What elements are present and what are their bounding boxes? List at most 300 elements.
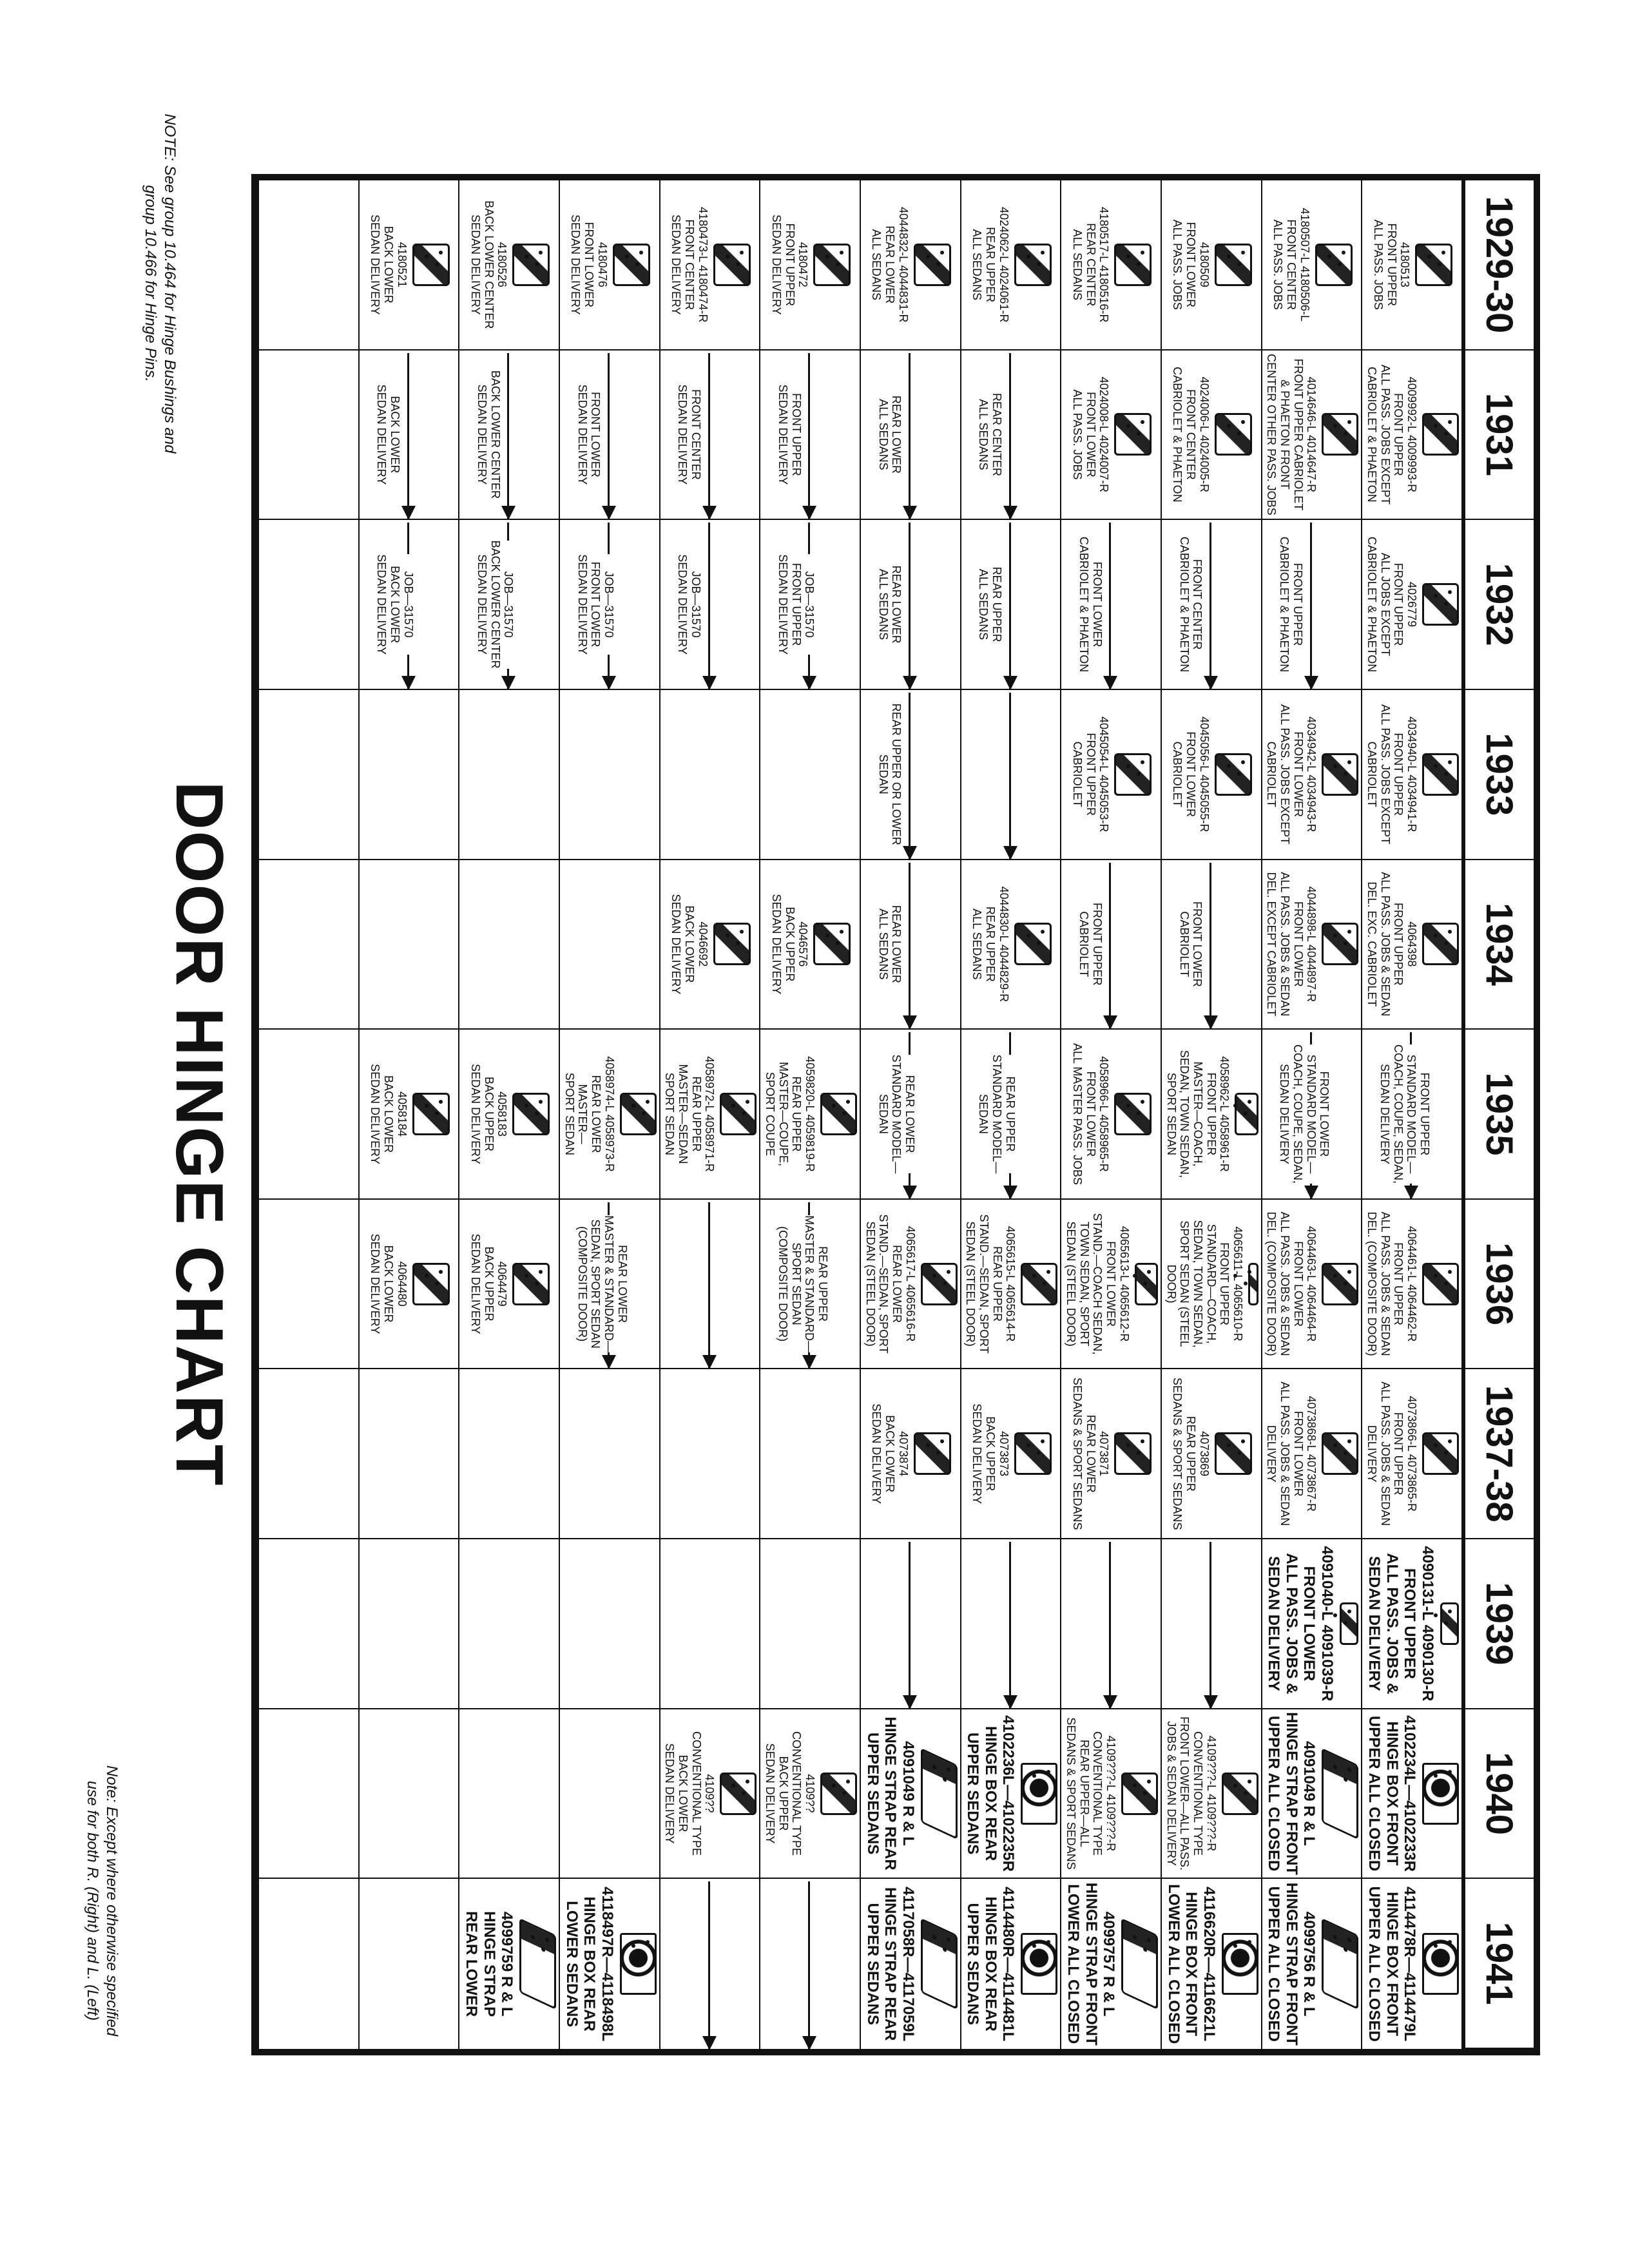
chart-cell bbox=[458, 351, 559, 521]
chart-cell bbox=[1060, 1879, 1161, 2049]
part-label: 4014646-L 4014647-R FRONT UPPER CABRIOLET & PHAETON FRONT CENTER OTHER PASS. JOBS bbox=[1265, 354, 1318, 515]
chart-cell bbox=[1261, 520, 1362, 690]
part-label: 4180517-L 4180516-R REAR CENTER ALL SEDANS bbox=[1070, 207, 1111, 323]
part-label: REAR LOWER ALL SEDANS bbox=[876, 565, 903, 644]
part-label: 4116620R—4116621L HINGE BOX FRONT LOWER ALL CLOSED bbox=[1164, 1884, 1218, 2044]
year-header: 1939 bbox=[1461, 1539, 1534, 1709]
chart-cell bbox=[258, 860, 358, 1030]
chart-cell bbox=[258, 1200, 358, 1370]
part-label: 4091049 R & L HINGE STRAP FRONT UPPER ALL CLOSED bbox=[1265, 1712, 1318, 1875]
chart-cell bbox=[960, 1709, 1061, 1879]
part-label: 4044832-L 4044831-R REAR LOWER ALL SEDANS bbox=[870, 207, 910, 323]
part-label: 4058962-L 4058961-R FRONT UPPER MASTER—COACH, SEDAN, TOWN SEDAN, SPORT SEDAN bbox=[1164, 1050, 1231, 1178]
part-label: REAR UPPER ALL SEDANS bbox=[977, 566, 1004, 642]
chart-cell bbox=[860, 1030, 960, 1200]
part-label: BACK LOWER CENTER SEDAN DELIVERY bbox=[476, 370, 502, 499]
chart-cell bbox=[759, 180, 860, 351]
hinge-picture bbox=[1014, 923, 1052, 965]
hinge-picture bbox=[412, 244, 450, 286]
part-label: 4180521 BACK LOWER SEDAN DELIVERY bbox=[369, 214, 409, 315]
part-label: 4180472 FRONT UPPER SEDAN DELIVERY bbox=[769, 214, 810, 315]
part-label: FRONT UPPER CABRIOLET bbox=[1077, 903, 1104, 986]
part-label: 4109?? CONVENTIONAL TYPE BACK LOWER SEDAN DELIVERY bbox=[663, 1731, 717, 1856]
part-label: 4180513 FRONT UPPER ALL PASS. JOBS bbox=[1371, 219, 1412, 310]
chart-cell bbox=[358, 1200, 459, 1370]
chart-cell bbox=[458, 1200, 559, 1370]
hinge-box-picture bbox=[1021, 1763, 1057, 1825]
continued-arrow-icon bbox=[708, 1881, 710, 2049]
part-label: 4180476 FRONT LOWER SEDAN DELIVERY bbox=[569, 214, 609, 315]
chart-cell bbox=[358, 1539, 459, 1709]
chart-cell bbox=[1361, 1200, 1461, 1370]
hinge-picture bbox=[1014, 1432, 1052, 1475]
part-label: 4073874 BACK LOWER SEDAN DELIVERY bbox=[870, 1403, 910, 1504]
chart-cell bbox=[659, 1369, 760, 1539]
page-title: DOOR HINGE CHART bbox=[162, 781, 236, 1487]
continued-arrow-icon bbox=[407, 353, 409, 521]
continued-arrow-icon bbox=[708, 353, 710, 521]
part-label: BACK LOWER SEDAN DELIVERY bbox=[375, 384, 402, 485]
part-label: 4024006-L 4024005-R FRONT CENTER CABRIOLET & PHAETON bbox=[1171, 367, 1211, 503]
chart-cell bbox=[1261, 1369, 1362, 1539]
hinge-picture bbox=[914, 1432, 951, 1475]
chart-cell bbox=[559, 351, 659, 521]
hinge-picture bbox=[1222, 1773, 1258, 1815]
hinge-picture bbox=[1422, 923, 1459, 965]
chart-cell bbox=[1161, 1030, 1261, 1200]
part-label: JOB—31570 BACK LOWER CENTER SEDAN DELIVERY bbox=[476, 540, 516, 669]
part-label: 4064463-L 4064464-R FRONT LOWER ALL PASS. JOBS & SEDAN DEL. (COMPOSITE DOOR) bbox=[1265, 1211, 1318, 1356]
part-label: 4065613-L 4065612-R FRONT LOWER STAND.—COACH SEDAN, TOWN SEDAN, SPORT SEDAN (STEEL DOOR) bbox=[1065, 1213, 1131, 1355]
chart-cell bbox=[659, 351, 760, 521]
chart-cell bbox=[458, 1539, 559, 1709]
continued-arrow-icon bbox=[1009, 693, 1011, 860]
hinge-picture bbox=[1440, 1602, 1459, 1645]
note-hinge-bushings: NOTE: See group 10.464 for Hinge Bushings and group 10.466 for Hinge Pins. bbox=[142, 113, 178, 454]
chart-cell bbox=[358, 180, 459, 351]
hinge-box-picture bbox=[1222, 1933, 1258, 1995]
hinge-picture bbox=[412, 1263, 450, 1305]
chart-cell bbox=[559, 860, 659, 1030]
hinge-picture bbox=[720, 1093, 757, 1135]
year-header: 1929-30 bbox=[1461, 180, 1534, 351]
part-label: 4064479 BACK UPPER SEDAN DELIVERY bbox=[468, 1233, 509, 1334]
hinge-picture bbox=[1422, 753, 1459, 796]
hinge-picture bbox=[813, 244, 851, 286]
chart-cell bbox=[1261, 1030, 1362, 1200]
part-label: 4065615-L 4065614-R REAR UPPER STAND.—SEDAN, SPORT SEDAN (STEEL DOOR) bbox=[964, 1214, 1017, 1354]
chart-cell bbox=[860, 1879, 960, 2049]
part-label: 4059820-L 4059819-R REAR UPPER MASTER—COUPE, SPORT COUPE bbox=[764, 1056, 817, 1172]
chart-cell bbox=[960, 520, 1061, 690]
chart-cell bbox=[860, 520, 960, 690]
hinge-picture bbox=[1322, 1263, 1358, 1305]
chart-cell bbox=[1060, 1030, 1161, 1200]
continued-arrow-icon bbox=[608, 353, 610, 521]
part-label: FRONT LOWER CABRIOLET & PHAETON bbox=[1077, 536, 1104, 673]
year-header: 1936 bbox=[1461, 1200, 1534, 1370]
hinge-picture bbox=[613, 244, 650, 286]
chart-cell bbox=[1060, 1539, 1161, 1709]
continued-arrow-icon bbox=[1109, 523, 1111, 690]
hinge-strap-picture bbox=[1322, 1747, 1358, 1840]
chart-cell bbox=[358, 690, 459, 860]
chart-cell bbox=[258, 351, 358, 521]
chart-cell bbox=[1060, 1200, 1161, 1370]
chart-cell bbox=[1060, 690, 1161, 860]
hinge-picture bbox=[1114, 1432, 1152, 1475]
chart-cell bbox=[258, 1539, 358, 1709]
part-label: 4024008-L 4024007-R FRONT LOWER ALL PASS. JOBS bbox=[1070, 376, 1111, 493]
chart-cell bbox=[1161, 1539, 1261, 1709]
chart-cell bbox=[1060, 520, 1161, 690]
part-label: FRONT UPPER STANDARD MODEL— COACH, COUPE, SEDAN, SEDAN DELIVERY bbox=[1378, 1044, 1432, 1184]
hinge-picture bbox=[1135, 1263, 1158, 1305]
chart-cell bbox=[358, 1879, 459, 2049]
chart-cell bbox=[1261, 180, 1362, 351]
continued-arrow-icon bbox=[909, 1542, 911, 1709]
part-label: FRONT LOWER CABRIOLET bbox=[1177, 901, 1204, 987]
chart-cell bbox=[759, 860, 860, 1030]
chart-cell bbox=[358, 520, 459, 690]
hinge-picture bbox=[713, 923, 751, 965]
note-right-left: Note: Except where otherwise specified use for both R. (Right) and L. (Left) bbox=[84, 1765, 120, 2037]
hinge-box-picture bbox=[1422, 1763, 1459, 1825]
chart-cell bbox=[1361, 1539, 1461, 1709]
part-label: 4058972-L 4058971-R REAR UPPER MASTER—SEDAN SPORT SEDAN bbox=[663, 1056, 717, 1172]
chart-cell bbox=[659, 1879, 760, 2049]
continued-arrow-icon bbox=[808, 1881, 810, 2049]
continued-arrow-icon bbox=[909, 863, 911, 1030]
hinge-picture bbox=[512, 1263, 550, 1305]
chart-cell bbox=[960, 1200, 1061, 1370]
part-label: 4073873 BACK UPPER SEDAN DELIVERY bbox=[970, 1403, 1010, 1504]
part-label: 4114480R—4114481L HINGE BOX REAR UPPER SEDANS bbox=[964, 1887, 1017, 2042]
chart-cell bbox=[860, 1200, 960, 1370]
chart-cell bbox=[358, 1030, 459, 1200]
chart-cell bbox=[458, 1369, 559, 1539]
year-header: 1940 bbox=[1461, 1709, 1534, 1879]
continued-arrow-icon bbox=[507, 353, 509, 521]
part-label: FRONT LOWER STANDARD MODEL— COACH, COUPE, SEDAN, SEDAN DELIVERY bbox=[1278, 1044, 1331, 1184]
chart-cell bbox=[759, 1879, 860, 2049]
chart-cell bbox=[759, 1709, 860, 1879]
part-label: REAR LOWER MASTER & STANDARD— SEDAN, SPORT SEDAN (COMPOSITE DOOR) bbox=[575, 1215, 629, 1352]
chart-cell bbox=[1261, 1879, 1362, 2049]
chart-cell bbox=[1361, 351, 1461, 521]
hinge-picture bbox=[1415, 244, 1452, 286]
part-label: 4045054-L 4045053-R FRONT UPPER CABRIOLET bbox=[1070, 716, 1111, 832]
hinge-picture bbox=[1322, 753, 1358, 796]
chart-cell bbox=[358, 1709, 459, 1879]
continued-arrow-icon bbox=[708, 523, 710, 690]
hinge-picture bbox=[1422, 1432, 1459, 1475]
hinge-picture bbox=[1215, 244, 1252, 286]
year-header: 1937-38 bbox=[1461, 1369, 1534, 1539]
chart-cell bbox=[860, 351, 960, 521]
part-label: JOB—31570 FRONT UPPER SEDAN DELIVERY bbox=[776, 554, 816, 655]
part-label: 4009992-L 4009993-R FRONT UPPER ALL PASS. JOBS EXCEPT CABRIOLET & PHAETON bbox=[1365, 364, 1419, 505]
chart-cell bbox=[559, 1200, 659, 1370]
chart-cell bbox=[1361, 1879, 1461, 2049]
chart-cell bbox=[759, 1369, 860, 1539]
chart-cell bbox=[860, 690, 960, 860]
hinge-picture bbox=[412, 1093, 450, 1135]
chart-cell bbox=[860, 1709, 960, 1879]
chart-cell bbox=[1060, 1369, 1161, 1539]
hinge-picture bbox=[1014, 244, 1052, 286]
part-label: 4034942-L 4034943-R FRONT LOWER ALL PASS. JOBS EXCEPT CABRIOLET bbox=[1265, 704, 1318, 845]
chart-cell bbox=[1161, 690, 1261, 860]
part-label: 4102236L—4102235R HINGE BOX REAR UPPER SEDANS bbox=[964, 1715, 1017, 1872]
chart-cell bbox=[1261, 860, 1362, 1030]
chart-cell bbox=[1161, 860, 1261, 1030]
chart-cell bbox=[960, 690, 1061, 860]
year-header: 1932 bbox=[1461, 520, 1534, 690]
chart-cell bbox=[1261, 1709, 1362, 1879]
hinge-chart-table bbox=[251, 174, 1540, 2055]
chart-cell bbox=[659, 690, 760, 860]
chart-cell bbox=[759, 1539, 860, 1709]
part-label: 4024062-L 4024061-R REAR UPPER ALL SEDANS bbox=[970, 207, 1010, 323]
chart-cell bbox=[659, 180, 760, 351]
chart-cell bbox=[1060, 1709, 1161, 1879]
part-label: FRONT UPPER CABRIOLET & PHAETON bbox=[1278, 536, 1305, 673]
chart-cell bbox=[1361, 520, 1461, 690]
hinge-picture bbox=[1248, 1263, 1258, 1305]
part-label: 4118497R—4118498L HINGE BOX REAR LOWER SEDANS bbox=[563, 1887, 616, 2042]
part-label: FRONT CENTER CABRIOLET & PHAETON bbox=[1177, 536, 1204, 673]
continued-arrow-icon bbox=[1109, 1542, 1111, 1709]
part-label: REAR LOWER STANDARD MODEL— SEDAN bbox=[876, 1054, 917, 1174]
hinge-picture bbox=[720, 1773, 757, 1815]
chart-cell bbox=[258, 690, 358, 860]
hinge-strap-picture bbox=[921, 1747, 958, 1840]
hinge-strap-picture bbox=[1121, 1918, 1158, 2010]
chart-cell bbox=[559, 1539, 659, 1709]
chart-cell bbox=[559, 1030, 659, 1200]
year-header: 1931 bbox=[1461, 351, 1534, 521]
hinge-picture bbox=[713, 244, 751, 286]
chart-cell bbox=[960, 351, 1061, 521]
chart-cell bbox=[559, 520, 659, 690]
chart-cell bbox=[1361, 860, 1461, 1030]
hinge-picture bbox=[1315, 244, 1353, 286]
chart-cell bbox=[1161, 1369, 1261, 1539]
part-label: 4109???-L 4109???-R CONVENTIONAL TYPE REAR UPPER—ALL SEDANS & SPORT SEDANS bbox=[1065, 1717, 1118, 1870]
hinge-picture bbox=[1215, 753, 1252, 796]
chart-cell bbox=[1261, 351, 1362, 521]
part-label: 4180507-L 4180506-L FRONT CENTER ALL PASS. JOBS bbox=[1271, 207, 1311, 322]
chart-cell bbox=[1361, 1030, 1461, 1200]
part-label: 4058974-L 4058973-R REAR LOWER MASTER— SPORT SEDAN bbox=[563, 1056, 616, 1172]
part-label: 4091049 R & L HINGE STRAP REAR UPPER SEDANS bbox=[863, 1716, 917, 1870]
chart-cell bbox=[960, 180, 1061, 351]
part-label: 4099757 R & L HINGE STRAP FRONT LOWER ALL CLOSED bbox=[1064, 1882, 1118, 2046]
hinge-picture bbox=[620, 1093, 657, 1135]
part-label: 4058184 BACK LOWER SEDAN DELIVERY bbox=[369, 1064, 409, 1164]
chart-cell bbox=[1161, 1200, 1261, 1370]
hinge-picture bbox=[1322, 923, 1358, 965]
part-label: REAR UPPER MASTER & STANDARD— SPORT SEDAN (COMPOSITE DOOR) bbox=[776, 1215, 830, 1352]
part-label: 4091040-L 4091039-R FRONT LOWER ALL PASS. JOBS & SEDAN DELIVERY bbox=[1265, 1546, 1336, 1702]
hinge-box-picture bbox=[1422, 1933, 1459, 1995]
hinge-box-picture bbox=[1021, 1933, 1057, 1995]
part-label: JOB—31570 BACK LOWER SEDAN DELIVERY bbox=[375, 554, 415, 655]
chart-cell bbox=[458, 1879, 559, 2049]
hinge-picture bbox=[813, 923, 851, 965]
hinge-picture bbox=[1215, 413, 1252, 456]
chart-cell bbox=[659, 520, 760, 690]
hinge-picture bbox=[1422, 1263, 1459, 1305]
part-label: 4034940-L 4034941-R FRONT UPPER ALL PASS. JOBS EXCEPT CABRIOLET bbox=[1365, 704, 1419, 845]
chart-cell bbox=[1161, 180, 1261, 351]
hinge-picture bbox=[921, 1263, 958, 1305]
hinge-picture bbox=[1340, 1602, 1358, 1645]
hinge-picture bbox=[1215, 1432, 1252, 1475]
hinge-picture bbox=[914, 244, 951, 286]
part-label: JOB—31570 FRONT LOWER SEDAN DELIVERY bbox=[575, 554, 616, 655]
chart-cell bbox=[1060, 180, 1161, 351]
hinge-strap-picture bbox=[1322, 1918, 1358, 2010]
continued-arrow-icon bbox=[909, 693, 911, 860]
part-label: 4099756 R & L HINGE STRAP FRONT UPPER ALL CLOSED bbox=[1265, 1882, 1318, 2046]
hinge-picture bbox=[1235, 1093, 1258, 1135]
part-label: FRONT UPPER SEDAN DELIVERY bbox=[776, 384, 803, 485]
part-label: 4109???-L 4109???-R CONVENTIONAL TYPE FRONT LOWER—ALL PASS. JOBS & SEDAN DELIVERY bbox=[1164, 1716, 1218, 1870]
part-label: 4073871 REAR LOWER SEDANS & SPORT SEDANS bbox=[1070, 1378, 1111, 1530]
chart-cell bbox=[960, 1879, 1061, 2049]
part-label: 4058966-L 4058965-R FRONT LOWER ALL MASTER PASS. JOBS bbox=[1070, 1043, 1111, 1186]
chart-cell bbox=[1261, 690, 1362, 860]
chart-cell bbox=[1161, 520, 1261, 690]
hinge-picture bbox=[820, 1773, 857, 1815]
part-label: 4102234L—4102233R HINGE BOX FRONT UPPER ALL CLOSED bbox=[1365, 1715, 1419, 1872]
part-label: 4044898-L 4044897-R FRONT LOWER ALL PASS. JOBS & SEDAN DEL. EXCEPT CABRIOLET bbox=[1265, 872, 1318, 1017]
chart-cell bbox=[258, 1369, 358, 1539]
chart-cell bbox=[458, 520, 559, 690]
hinge-picture bbox=[1114, 244, 1152, 286]
chart-cell bbox=[559, 1709, 659, 1879]
chart-cell bbox=[759, 1030, 860, 1200]
chart-cell bbox=[258, 180, 358, 351]
continued-arrow-icon bbox=[1310, 523, 1312, 690]
chart-cell bbox=[358, 1369, 459, 1539]
continued-arrow-icon bbox=[808, 353, 810, 521]
chart-cell bbox=[1261, 1200, 1362, 1370]
part-label: 4064480 BACK LOWER SEDAN DELIVERY bbox=[369, 1233, 409, 1334]
continued-arrow-icon bbox=[909, 523, 911, 690]
continued-arrow-icon bbox=[1009, 523, 1011, 690]
hinge-picture bbox=[1121, 1773, 1158, 1815]
chart-cell bbox=[659, 1200, 760, 1370]
hinge-box-picture bbox=[620, 1933, 657, 1995]
hinge-picture bbox=[1422, 413, 1459, 456]
chart-cell bbox=[258, 1879, 358, 2049]
part-label: 4109?? CONVENTIONAL TYPE BACK UPPER SEDAN DELIVERY bbox=[764, 1731, 817, 1856]
chart-cell bbox=[659, 860, 760, 1030]
chart-cell bbox=[458, 690, 559, 860]
hinge-picture bbox=[1114, 1093, 1152, 1135]
hinge-picture bbox=[512, 1093, 550, 1135]
part-label: FRONT CENTER SEDAN DELIVERY bbox=[676, 384, 703, 485]
chart-cell bbox=[759, 520, 860, 690]
hinge-picture bbox=[512, 244, 550, 286]
chart-cell bbox=[559, 180, 659, 351]
part-label: 4046692 BACK LOWER SEDAN DELIVERY bbox=[670, 894, 709, 995]
part-label: 4180509 FRONT LOWER ALL PASS. JOBS bbox=[1171, 219, 1211, 310]
chart-cell bbox=[659, 1709, 760, 1879]
part-label: 4180526 BACK LOWER CENTER SEDAN DELIVERY bbox=[468, 200, 509, 329]
part-label: 4065617-L 4065616-R REAR LOWER STAND.—SEDAN, SPORT SEDAN (STEEL DOOR) bbox=[863, 1214, 917, 1354]
continued-arrow-icon bbox=[1210, 863, 1211, 1030]
part-label: 4073866-L 4073865-R FRONT UPPER ALL PASS. JOBS & SEDAN DELIVERY bbox=[1365, 1381, 1419, 1526]
chart-cell bbox=[458, 1709, 559, 1879]
continued-arrow-icon bbox=[1109, 863, 1111, 1030]
chart-cell bbox=[1161, 351, 1261, 521]
hinge-picture bbox=[1114, 413, 1152, 456]
part-label: 4026779 FRONT UPPER ALL JOBS EXCEPT CABRIOLET & PHAETON bbox=[1365, 536, 1419, 673]
chart-cell bbox=[860, 860, 960, 1030]
chart-cell bbox=[458, 180, 559, 351]
part-label: REAR UPPER OR LOWER SEDAN bbox=[876, 703, 903, 845]
chart-cell bbox=[258, 1709, 358, 1879]
part-label: FRONT LOWER SEDAN DELIVERY bbox=[575, 384, 602, 485]
year-header: 1941 bbox=[1461, 1879, 1534, 2049]
chart-cell bbox=[358, 860, 459, 1030]
continued-arrow-icon bbox=[1210, 1542, 1211, 1709]
part-label: 4065611-L 4065610-R FRONT UPPER STANDARD—COACH, SEDAN, TOWN SEDAN, SPORT SEDAN (STEEL DOOR) bbox=[1164, 1220, 1245, 1348]
hinge-picture bbox=[1422, 583, 1459, 626]
year-header: 1935 bbox=[1461, 1030, 1534, 1200]
chart-cell bbox=[960, 1539, 1061, 1709]
part-label: 4058183 BACK UPPER SEDAN DELIVERY bbox=[468, 1064, 509, 1164]
part-label: 4180473-L 4180474-R FRONT CENTER SEDAN DELIVERY bbox=[670, 207, 709, 323]
part-label: 4073869 REAR UPPER SEDANS & SPORT SEDANS bbox=[1171, 1378, 1211, 1530]
chart-cell bbox=[1060, 860, 1161, 1030]
chart-cell bbox=[659, 1030, 760, 1200]
chart-cell bbox=[559, 1369, 659, 1539]
continued-arrow-icon bbox=[909, 353, 911, 521]
chart-cell bbox=[1161, 1709, 1261, 1879]
chart-cell bbox=[960, 1369, 1061, 1539]
chart-cell bbox=[860, 1539, 960, 1709]
year-header: 1933 bbox=[1461, 690, 1534, 860]
part-label: 4099759 R & L HINGE STRAP REAR LOWER bbox=[462, 1911, 516, 2017]
chart-cell bbox=[1060, 351, 1161, 521]
chart-cell bbox=[860, 180, 960, 351]
hinge-picture bbox=[820, 1093, 857, 1135]
hinge-strap-picture bbox=[519, 1918, 556, 2010]
chart-cell bbox=[659, 1539, 760, 1709]
hinge-strap-picture bbox=[921, 1918, 958, 2010]
continued-arrow-icon bbox=[1210, 523, 1211, 690]
chart-cell bbox=[458, 860, 559, 1030]
part-label: REAR LOWER ALL SEDANS bbox=[876, 395, 903, 474]
chart-cell bbox=[759, 690, 860, 860]
continued-arrow-icon bbox=[708, 1202, 710, 1370]
chart-cell bbox=[759, 351, 860, 521]
continued-arrow-icon bbox=[1009, 353, 1011, 521]
part-label: 4064461-L 4064462-R FRONT UPPER ALL PASS. JOBS & SEDAN DEL. (COMPOSITE DOOR) bbox=[1365, 1211, 1419, 1356]
part-label: 4073868-L 4073867-R FRONT LOWER ALL PASS. JOBS & SEDAN DELIVERY bbox=[1265, 1381, 1318, 1526]
chart-cell bbox=[1361, 1709, 1461, 1879]
chart-cell bbox=[759, 1200, 860, 1370]
year-header: 1934 bbox=[1461, 860, 1534, 1030]
chart-cell bbox=[960, 860, 1061, 1030]
hinge-picture bbox=[1322, 413, 1358, 456]
hinge-picture bbox=[1322, 1432, 1358, 1475]
